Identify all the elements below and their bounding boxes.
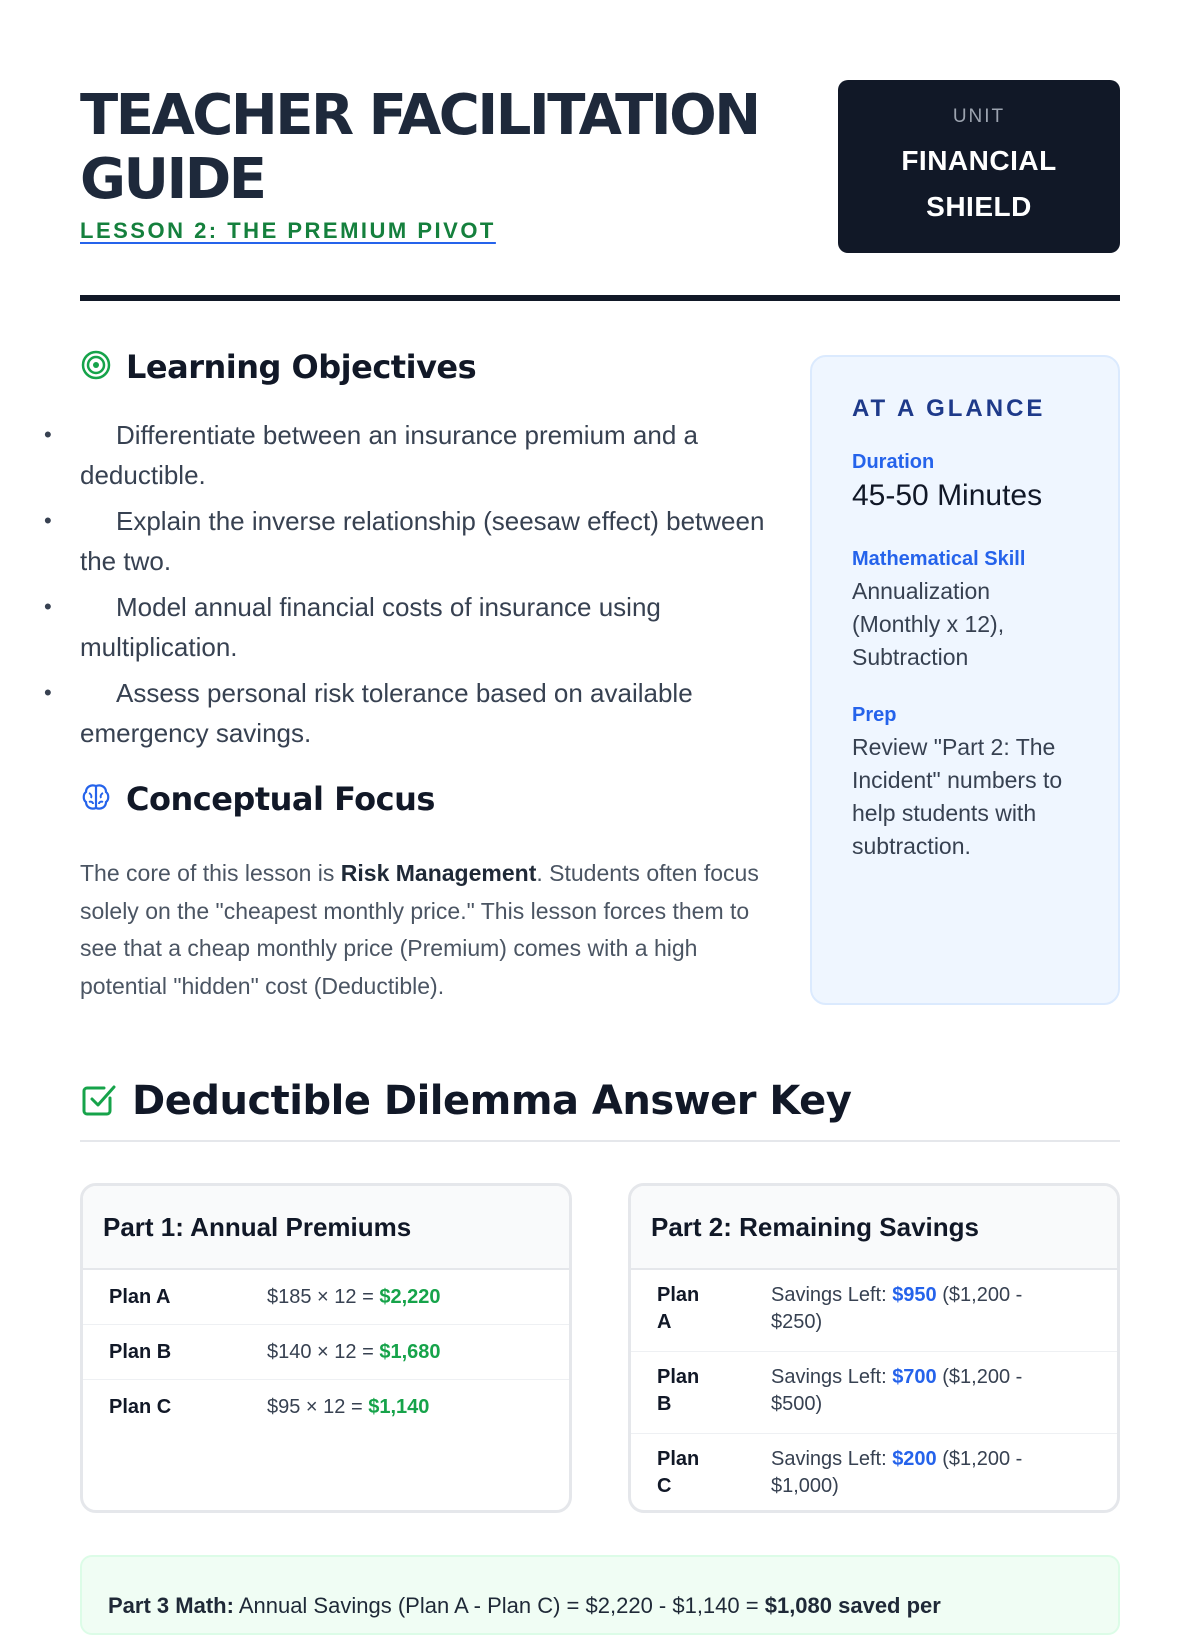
part3-text: Annual Savings (Plan A - Plan C) = $2,220 - $1,140 =: [233, 1593, 765, 1618]
at-a-glance-card: [810, 355, 1120, 1005]
table-row: [83, 1380, 569, 1435]
calc-result: $2,220: [379, 1285, 441, 1308]
savings-detail: ($1,200 - $500): [771, 1366, 1023, 1415]
savings-prefix: Savings Left:: [771, 1284, 893, 1306]
focus-heading: [80, 780, 435, 818]
part2-title: Part 2: Remaining Savings: [631, 1186, 1117, 1270]
savings-result: $700: [892, 1366, 937, 1388]
part3-label: Part 3 Math:: [108, 1593, 234, 1618]
objectives-list: [80, 415, 780, 759]
savings-detail: ($1,200 - $1,000): [771, 1448, 1023, 1497]
plan-calc: [267, 1284, 441, 1311]
header-divider: [80, 295, 1120, 301]
checkbox-icon: [80, 1080, 118, 1123]
calc-text: $140 × 12 =: [267, 1340, 380, 1363]
objectives-title: Learning Objectives: [126, 348, 477, 386]
focus-title: Conceptual Focus: [126, 780, 435, 818]
plan-label: Plan B: [657, 1366, 700, 1415]
focus-text-bold: Risk Management: [340, 860, 537, 886]
list-item: • Differentiate between an insurance premium and a deductible.: [80, 415, 780, 495]
answer-key-divider: [80, 1140, 1120, 1142]
unit-badge: [838, 80, 1120, 253]
prep-label: Prep: [852, 704, 897, 726]
savings-prefix: Savings Left:: [771, 1366, 893, 1388]
plan-label: Plan C: [657, 1448, 700, 1497]
duration-value: 45-50 Minutes: [852, 479, 1043, 512]
savings-calc: [771, 1446, 1071, 1500]
list-item: • Assess personal risk tolerance based on available emergency savings.: [80, 673, 780, 753]
glance-title: AT A GLANCE: [852, 395, 1046, 422]
skill-value: Annualization (Monthly x 12), Subtraction: [852, 578, 1005, 670]
objectives-heading: [80, 348, 476, 386]
focus-text-start: The core of this lesson is: [80, 860, 341, 886]
savings-result: $950: [892, 1284, 937, 1306]
list-item: • Explain the inverse relationship (seesaw effect) between the two.: [80, 501, 780, 581]
savings-detail: ($1,200 - $250): [771, 1284, 1023, 1333]
lesson-subtitle: LESSON 2: THE PREMIUM PIVOT: [80, 218, 496, 243]
page-title: TEACHER FACILITATION GUIDE: [80, 83, 759, 212]
table-row: [631, 1352, 1117, 1434]
savings-calc: [771, 1282, 1071, 1336]
calc-text: $95 × 12 =: [267, 1396, 369, 1418]
answer-key-title: Deductible Dilemma Answer Key: [132, 1078, 852, 1124]
brain-icon: [80, 781, 112, 817]
calc-result: $1,140: [368, 1396, 430, 1418]
part3-math-box: [80, 1555, 1120, 1635]
list-item: • Model annual financial costs of insurance using multiplication.: [80, 587, 780, 667]
unit-name-line2: SHIELD: [926, 191, 1032, 222]
table-row: [631, 1434, 1117, 1513]
table-row: [83, 1270, 569, 1325]
plan-label: Plan A: [109, 1285, 171, 1308]
plan-label: Plan A: [657, 1284, 700, 1333]
table-row: [83, 1325, 569, 1380]
table-row: [631, 1270, 1117, 1352]
part3-result: $1,080 saved per: [764, 1593, 941, 1618]
calc-result: $1,680: [379, 1340, 441, 1363]
focus-paragraph: [80, 855, 770, 1005]
part1-card: [80, 1183, 572, 1513]
plan-label: Plan C: [109, 1396, 172, 1418]
plan-label: Plan B: [109, 1340, 172, 1363]
skill-label: Mathematical Skill: [852, 548, 1026, 570]
unit-name-line1: FINANCIAL: [901, 145, 1057, 176]
part2-card: [628, 1183, 1120, 1513]
plan-calc: [267, 1394, 429, 1421]
part1-title: Part 1: Annual Premiums: [83, 1186, 569, 1270]
plan-calc: [267, 1339, 441, 1366]
unit-label: UNIT: [952, 106, 1006, 127]
savings-result: $200: [892, 1448, 937, 1470]
calc-text: $185 × 12 =: [267, 1285, 380, 1308]
unit-name: [838, 138, 1120, 230]
savings-calc: [771, 1364, 1071, 1418]
answer-key-heading: [80, 1078, 851, 1124]
header: [80, 80, 1120, 300]
target-icon: [80, 349, 112, 385]
prep-value: Review "Part 2: The Incident" numbers to help students with subtraction.: [852, 734, 1063, 859]
duration-label: Duration: [852, 451, 935, 473]
focus-text-end: . Students often focus solely on the "cheapest monthly price." This lesson forces them to see that a cheap monthly price (Premium) comes with a high potential "hidden" cost (Deductible).: [80, 860, 759, 999]
savings-prefix: Savings Left:: [771, 1448, 893, 1470]
